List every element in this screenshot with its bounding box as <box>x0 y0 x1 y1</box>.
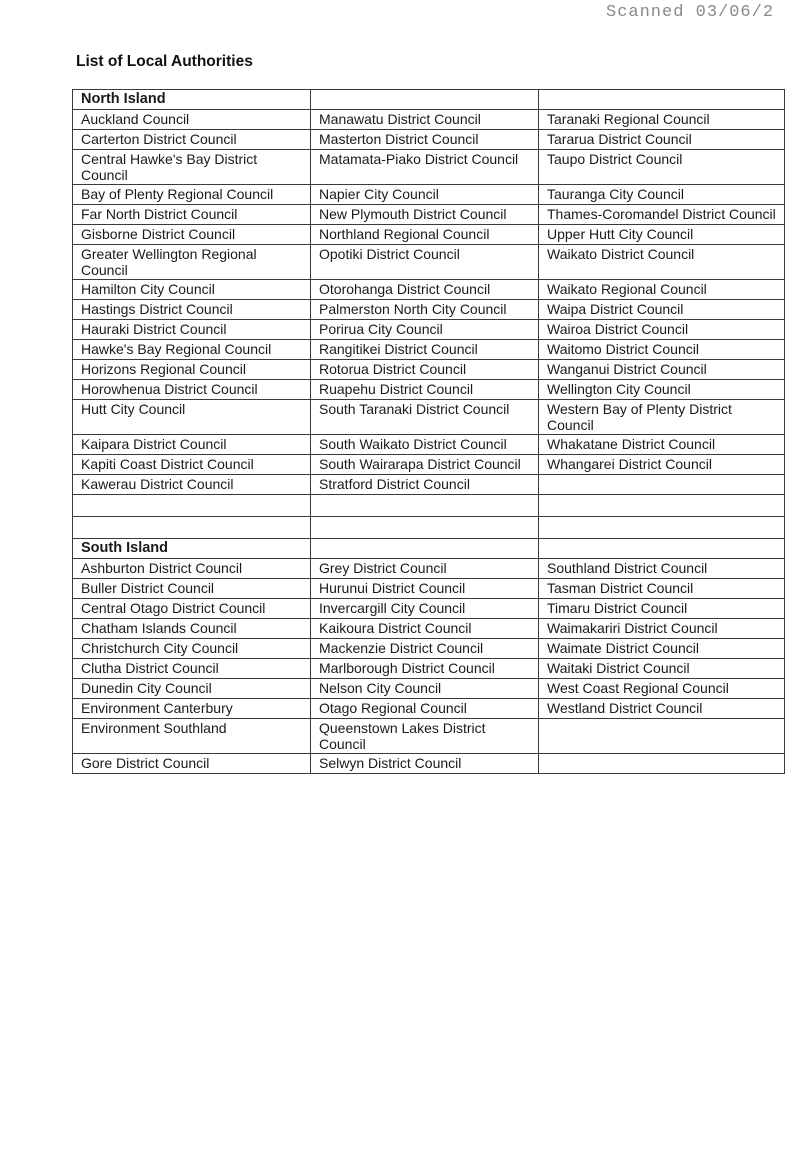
council-cell <box>539 475 785 495</box>
empty-cell <box>539 90 785 110</box>
empty-cell <box>73 495 311 517</box>
council-cell: Selwyn District Council <box>311 754 539 774</box>
council-cell: Waimate District Council <box>539 639 785 659</box>
empty-cell <box>539 495 785 517</box>
council-cell: Christchurch City Council <box>73 639 311 659</box>
council-cell: Horizons Regional Council <box>73 360 311 380</box>
council-cell: Gisborne District Council <box>73 225 311 245</box>
table-row <box>73 455 785 475</box>
table-row <box>73 185 785 205</box>
table-row <box>73 225 785 245</box>
council-cell: Waitomo District Council <box>539 340 785 360</box>
council-cell: South Taranaki District Council <box>311 400 539 435</box>
table-row <box>73 475 785 495</box>
council-cell: Matamata-Piako District Council <box>311 150 539 185</box>
council-cell <box>539 719 785 754</box>
council-cell: Waikato Regional Council <box>539 280 785 300</box>
council-cell: Whakatane District Council <box>539 435 785 455</box>
council-cell: Whangarei District Council <box>539 455 785 475</box>
council-cell: Hurunui District Council <box>311 579 539 599</box>
council-cell: Masterton District Council <box>311 130 539 150</box>
council-cell: Taranaki Regional Council <box>539 110 785 130</box>
council-cell: Otago Regional Council <box>311 699 539 719</box>
empty-cell <box>311 495 539 517</box>
council-cell: Taupo District Council <box>539 150 785 185</box>
council-cell: Kawerau District Council <box>73 475 311 495</box>
council-cell: Buller District Council <box>73 579 311 599</box>
table-row <box>73 380 785 400</box>
council-cell: Wanganui District Council <box>539 360 785 380</box>
table-row <box>73 130 785 150</box>
council-cell: Invercargill City Council <box>311 599 539 619</box>
council-cell: Wairoa District Council <box>539 320 785 340</box>
council-cell: Hutt City Council <box>73 400 311 435</box>
council-cell: Porirua City Council <box>311 320 539 340</box>
council-cell: Waitaki District Council <box>539 659 785 679</box>
council-cell: Gore District Council <box>73 754 311 774</box>
empty-cell <box>73 517 311 539</box>
north-island-section <box>73 90 785 539</box>
council-cell: Ashburton District Council <box>73 559 311 579</box>
council-cell: Waimakariri District Council <box>539 619 785 639</box>
section-header-row <box>73 539 785 559</box>
page-title: List of Local Authorities <box>76 53 253 70</box>
empty-row <box>73 495 785 517</box>
table-row <box>73 205 785 225</box>
table-row <box>73 360 785 380</box>
council-cell: South Wairarapa District Council <box>311 455 539 475</box>
council-cell: Thames-Coromandel District Council <box>539 205 785 225</box>
council-cell: Palmerston North City Council <box>311 300 539 320</box>
council-cell: New Plymouth District Council <box>311 205 539 225</box>
council-cell: Otorohanga District Council <box>311 280 539 300</box>
authorities-table <box>72 89 785 774</box>
council-cell: Napier City Council <box>311 185 539 205</box>
council-cell: Rotorua District Council <box>311 360 539 380</box>
table-row <box>73 435 785 455</box>
council-cell: Environment Southland <box>73 719 311 754</box>
council-cell: Northland Regional Council <box>311 225 539 245</box>
council-cell: Clutha District Council <box>73 659 311 679</box>
council-cell: Grey District Council <box>311 559 539 579</box>
table-row <box>73 619 785 639</box>
council-cell: Waikato District Council <box>539 245 785 280</box>
council-cell: Waipa District Council <box>539 300 785 320</box>
council-cell: Opotiki District Council <box>311 245 539 280</box>
table-row <box>73 559 785 579</box>
table-row <box>73 679 785 699</box>
council-cell: Horowhenua District Council <box>73 380 311 400</box>
council-cell: Hastings District Council <box>73 300 311 320</box>
council-cell: Tauranga City Council <box>539 185 785 205</box>
council-cell: Westland District Council <box>539 699 785 719</box>
council-cell: Dunedin City Council <box>73 679 311 699</box>
table-row <box>73 320 785 340</box>
council-cell: Kaikoura District Council <box>311 619 539 639</box>
table-row <box>73 280 785 300</box>
council-cell: Western Bay of Plenty District Council <box>539 400 785 435</box>
council-cell: Chatham Islands Council <box>73 619 311 639</box>
council-cell: Stratford District Council <box>311 475 539 495</box>
empty-cell <box>311 539 539 559</box>
council-cell: Hamilton City Council <box>73 280 311 300</box>
empty-cell <box>539 517 785 539</box>
council-cell: Central Otago District Council <box>73 599 311 619</box>
council-cell: Hawke's Bay Regional Council <box>73 340 311 360</box>
council-cell <box>539 754 785 774</box>
council-cell: Southland District Council <box>539 559 785 579</box>
council-cell: Carterton District Council <box>73 130 311 150</box>
council-cell: Queenstown Lakes District Council <box>311 719 539 754</box>
table-row <box>73 300 785 320</box>
empty-cell <box>539 539 785 559</box>
table-row <box>73 400 785 435</box>
council-cell: Bay of Plenty Regional Council <box>73 185 311 205</box>
council-cell: Auckland Council <box>73 110 311 130</box>
council-cell: Greater Wellington Regional Council <box>73 245 311 280</box>
council-cell: Tasman District Council <box>539 579 785 599</box>
table-row <box>73 719 785 754</box>
council-cell: Environment Canterbury <box>73 699 311 719</box>
council-cell: Far North District Council <box>73 205 311 225</box>
council-cell: Mackenzie District Council <box>311 639 539 659</box>
council-cell: Tararua District Council <box>539 130 785 150</box>
table-row <box>73 340 785 360</box>
council-cell: Upper Hutt City Council <box>539 225 785 245</box>
empty-cell <box>311 517 539 539</box>
council-cell: Marlborough District Council <box>311 659 539 679</box>
council-cell: Kapiti Coast District Council <box>73 455 311 475</box>
council-cell: West Coast Regional Council <box>539 679 785 699</box>
section-heading-south-island: South Island <box>73 539 311 559</box>
council-cell: Central Hawke's Bay District Council <box>73 150 311 185</box>
table-row <box>73 659 785 679</box>
council-cell: South Waikato District Council <box>311 435 539 455</box>
table-row <box>73 579 785 599</box>
council-cell: Timaru District Council <box>539 599 785 619</box>
council-cell: Kaipara District Council <box>73 435 311 455</box>
table-row <box>73 110 785 130</box>
section-header-row <box>73 90 785 110</box>
council-cell: Nelson City Council <box>311 679 539 699</box>
empty-cell <box>311 90 539 110</box>
scanned-stamp: Scanned 03/06/2 <box>606 3 775 22</box>
table-row <box>73 639 785 659</box>
section-heading-north-island: North Island <box>73 90 311 110</box>
table-row <box>73 245 785 280</box>
council-cell: Manawatu District Council <box>311 110 539 130</box>
council-cell: Hauraki District Council <box>73 320 311 340</box>
table-row <box>73 599 785 619</box>
council-cell: Rangitikei District Council <box>311 340 539 360</box>
council-cell: Ruapehu District Council <box>311 380 539 400</box>
empty-row <box>73 517 785 539</box>
south-island-section <box>73 539 785 774</box>
table-row <box>73 150 785 185</box>
council-cell: Wellington City Council <box>539 380 785 400</box>
table-row <box>73 754 785 774</box>
table-row <box>73 699 785 719</box>
